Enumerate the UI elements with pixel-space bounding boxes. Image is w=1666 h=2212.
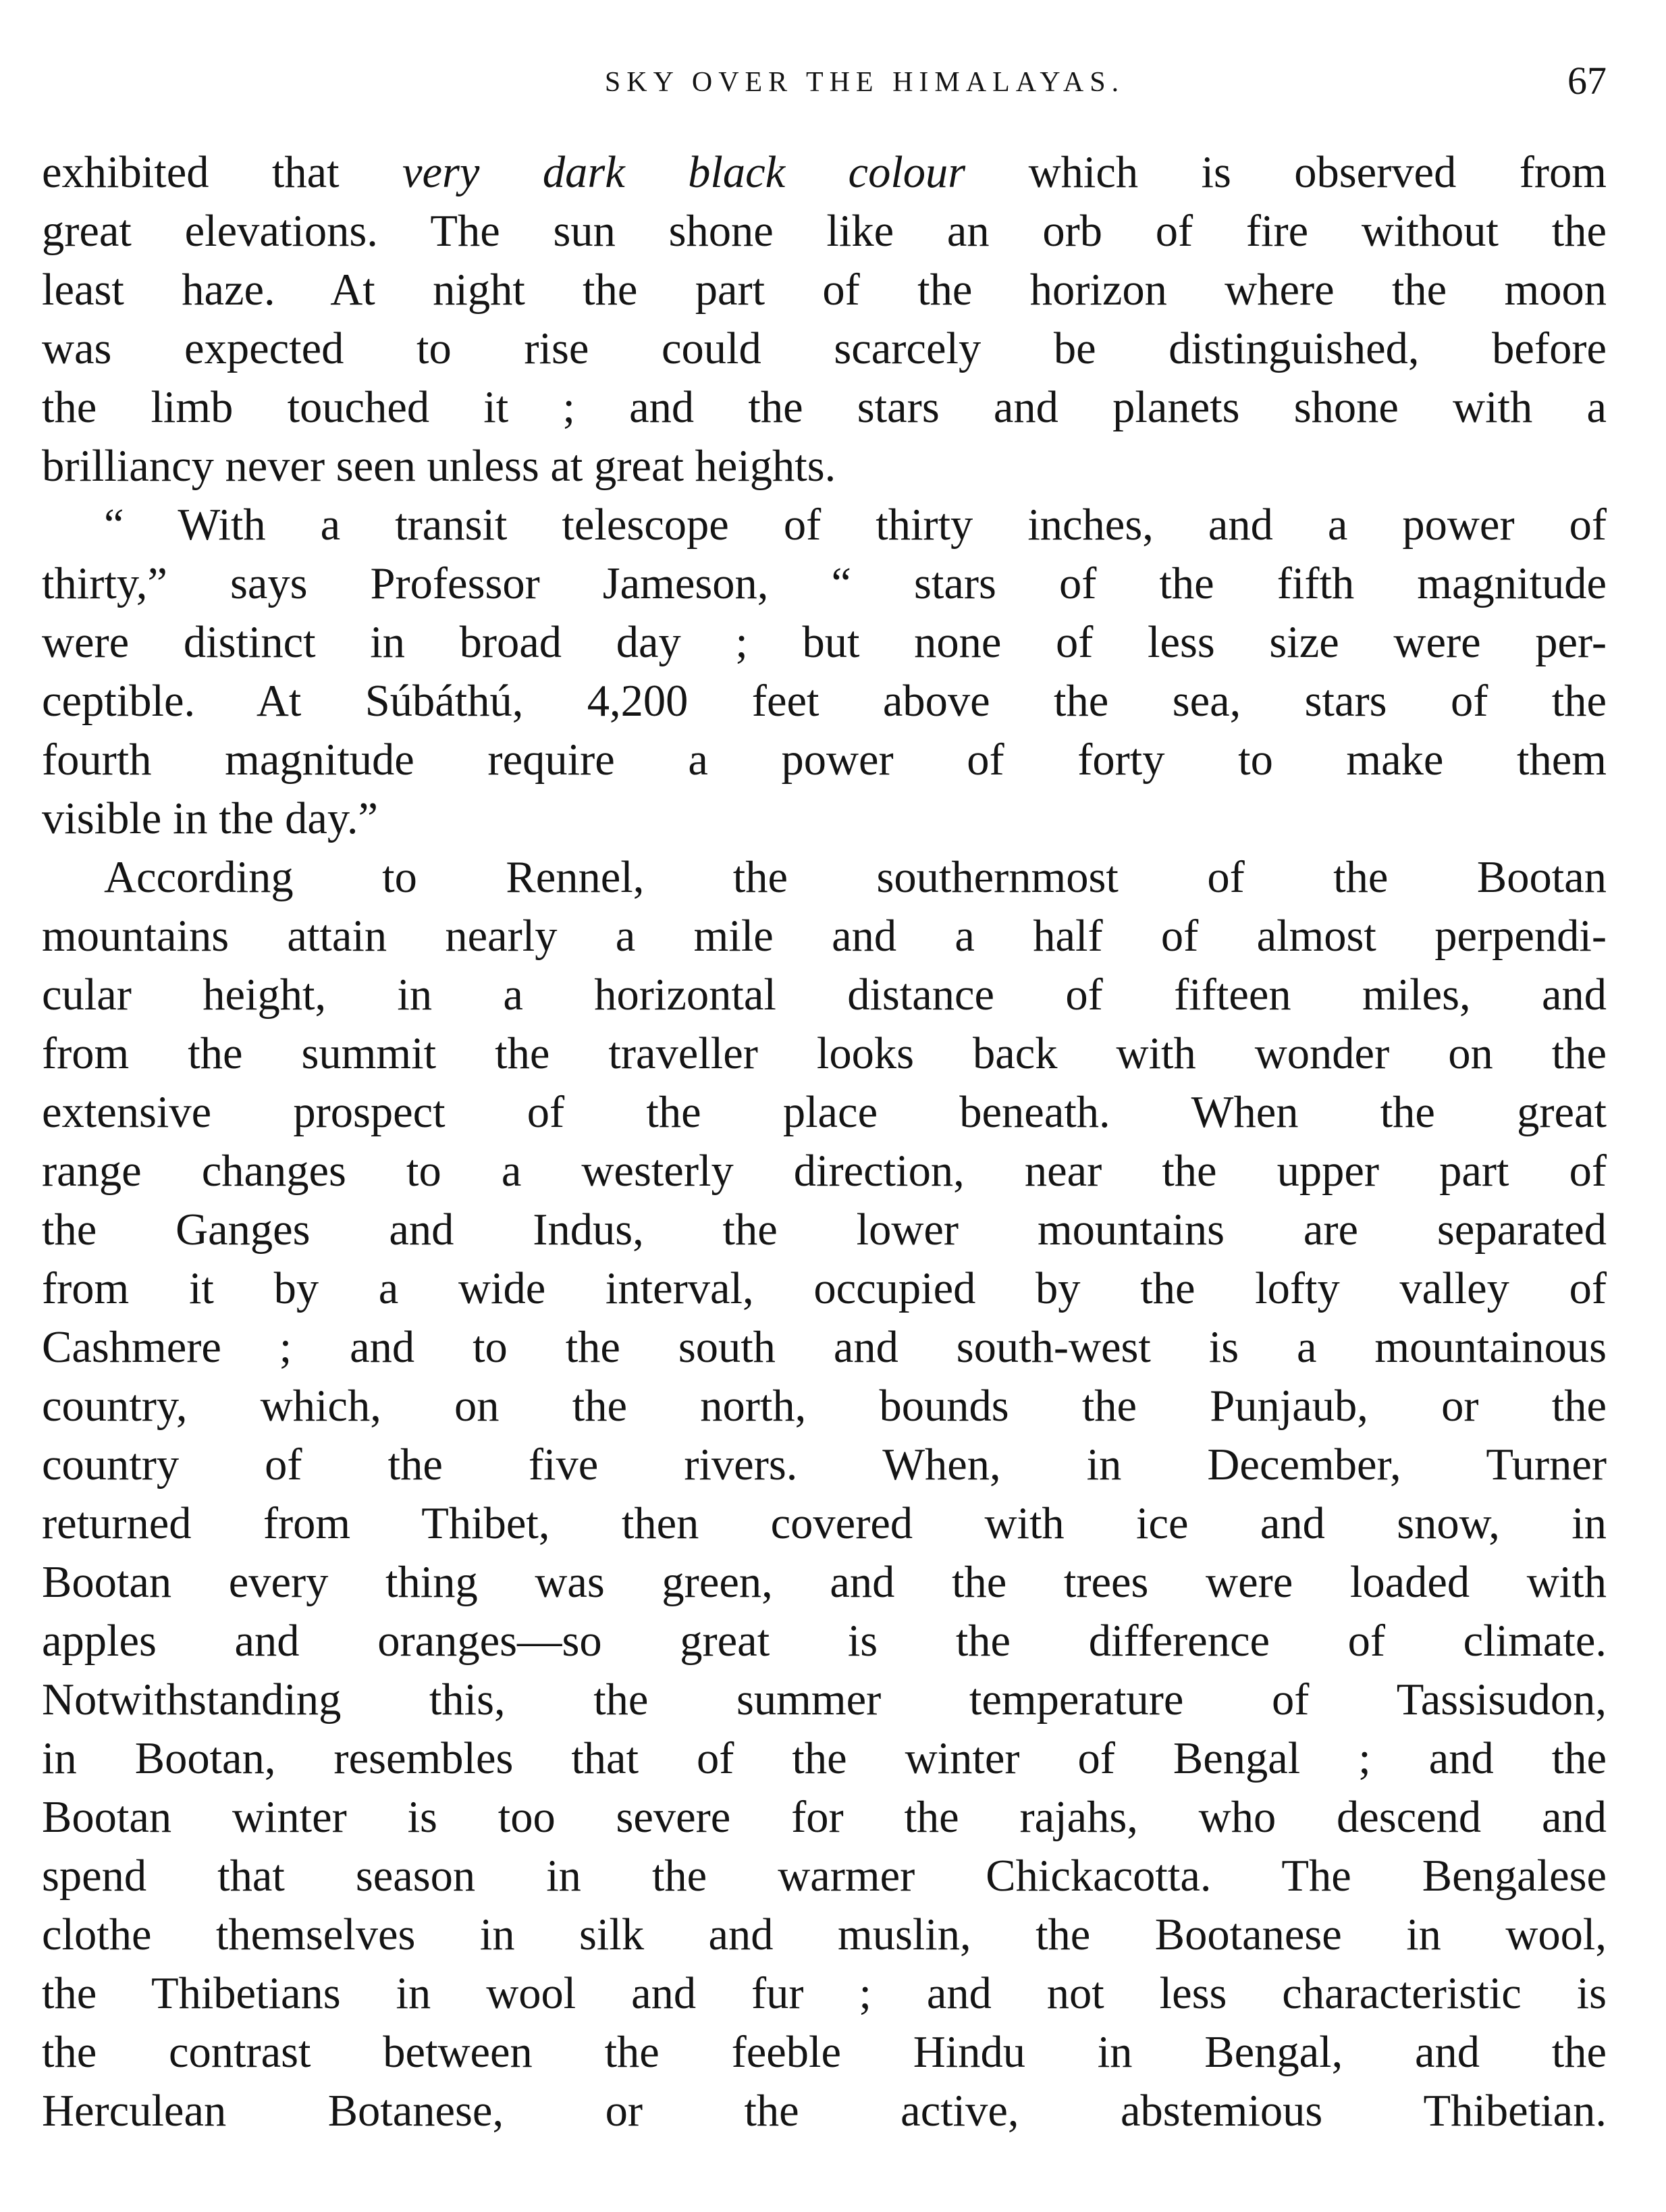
text-line: ceptible. At Súbáthú, 4,200 feet above the sea, stars of the bbox=[42, 677, 1607, 726]
body-text bbox=[42, 143, 1607, 2140]
italic-phrase: very dark black colour bbox=[402, 148, 966, 197]
text-line: extensive prospect of the place beneath. When the great bbox=[42, 1088, 1607, 1137]
text-line: from the summit the traveller looks back with wonder on the bbox=[42, 1029, 1607, 1078]
running-title: SKY OVER THE HIMALAYAS. bbox=[604, 67, 1125, 98]
text-line: Bootan winter is too severe for the rajahs, who descend and bbox=[42, 1793, 1607, 1842]
text-line: According to Rennel, the southernmost of the Bootan bbox=[104, 853, 1607, 902]
text-line: visible in the day.” bbox=[42, 794, 379, 843]
text-line: great elevations. The sun shone like an orb of fire without the bbox=[42, 207, 1607, 256]
text-line: clothe themselves in silk and muslin, the Bootanese in wool, bbox=[42, 1910, 1607, 1959]
text-line: returned from Thibet, then covered with ice and snow, in bbox=[42, 1499, 1607, 1548]
text-line: cular height, in a horizontal distance of fifteen miles, and bbox=[42, 970, 1607, 1020]
text-line: country of the five rivers. When, in December, Turner bbox=[42, 1440, 1607, 1490]
text-line: in Bootan, resembles that of the winter of Bengal ; and the bbox=[42, 1734, 1607, 1783]
text-line: Bootan every thing was green, and the trees were loaded with bbox=[42, 1558, 1607, 1607]
text-line: the limb touched it ; and the stars and planets shone with a bbox=[42, 383, 1607, 432]
paragraph bbox=[42, 848, 1607, 2140]
paragraph bbox=[42, 143, 1607, 496]
text-line: apples and oranges—so great is the difference of climate. bbox=[42, 1616, 1607, 1666]
text-line: least haze. At night the part of the horizon where the moon bbox=[42, 265, 1607, 315]
text-line: was expected to rise could scarcely be distinguished, before bbox=[42, 324, 1607, 373]
text-line: Herculean Botanese, or the active, abstemious Thibetian. bbox=[42, 2086, 1607, 2136]
text-line: mountains attain nearly a mile and a half of almost perpendi- bbox=[42, 912, 1607, 961]
text-line: country, which, on the north, bounds the Punjaub, or the bbox=[42, 1381, 1607, 1431]
text-line: Cashmere ; and to the south and south-west is a mountainous bbox=[42, 1323, 1607, 1372]
book-page bbox=[42, 61, 1607, 2140]
text-line: were distinct in broad day ; but none of less size were per- bbox=[42, 618, 1607, 667]
text-line: the Ganges and Indus, the lower mountains are separated bbox=[42, 1205, 1607, 1255]
text-line: the Thibetians in wool and fur ; and not less characteristic is bbox=[42, 1969, 1607, 2018]
text-line: fourth magnitude require a power of forty to make them bbox=[42, 735, 1607, 785]
text-line: “ With a transit telescope of thirty inches, and a power of bbox=[104, 500, 1607, 550]
page-number: 67 bbox=[1567, 59, 1607, 103]
text-line: from it by a wide interval, occupied by the lofty valley of bbox=[42, 1264, 1607, 1313]
text-line: brilliancy never seen unless at great heights. bbox=[42, 442, 836, 491]
text-line: exhibited that very dark black colour which is observed from bbox=[42, 148, 1607, 197]
text-line: spend that season in the warmer Chickacotta. The Bengalese bbox=[42, 1851, 1607, 1901]
running-head bbox=[42, 61, 1607, 115]
text-line: Notwithstanding this, the summer temperature of Tassisudon, bbox=[42, 1675, 1607, 1724]
text-line: the contrast between the feeble Hindu in Bengal, and the bbox=[42, 2028, 1607, 2077]
text-line: thirty,” says Professor Jameson, “ stars of the fifth magnitude bbox=[42, 559, 1607, 608]
text-line: range changes to a westerly direction, near the upper part of bbox=[42, 1147, 1607, 1196]
paragraph bbox=[42, 496, 1607, 848]
